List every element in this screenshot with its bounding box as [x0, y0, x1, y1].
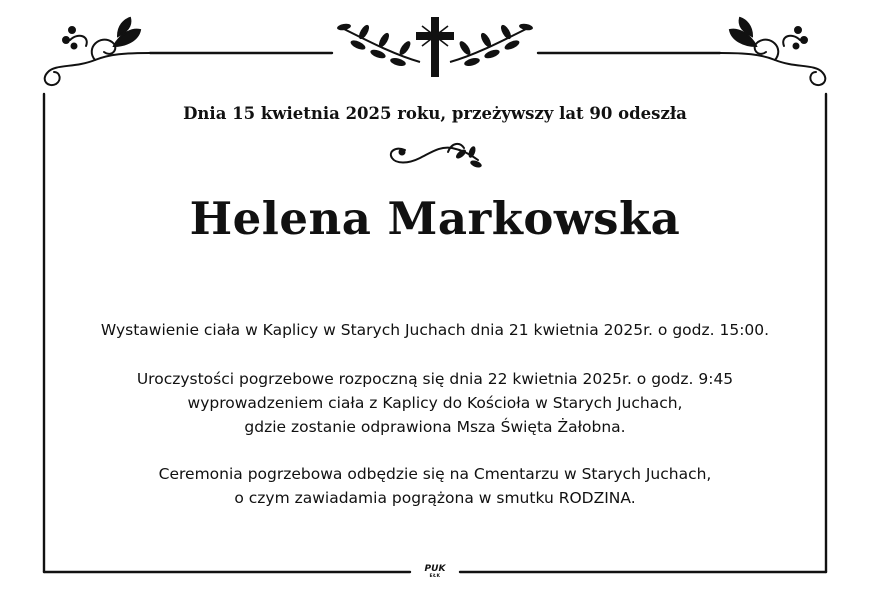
- deceased-name: Helena Markowska: [189, 192, 681, 245]
- text-line: wyprowadzeniem ciała z Kaplicy do Kościoła w Starych Juchach,: [187, 394, 683, 412]
- puk-elk-logo: [415, 564, 455, 579]
- cross-with-olive-branches-icon: [337, 17, 534, 77]
- logo-sub-text: EŁK: [429, 574, 441, 579]
- left-corner-ornament-icon: [45, 18, 150, 85]
- death-notice-headline: Dnia 15 kwietnia 2025 roku, przeżywszy lat 90 odeszła: [183, 104, 687, 123]
- logo-main-text: PUK: [424, 564, 446, 574]
- text-line: Wystawienie ciała w Kaplicy w Starych Juchach dnia 21 kwietnia 2025r. o godz. 15:00.: [100, 321, 770, 339]
- text-line: Uroczystości pogrzebowe rozpoczną się dnia 22 kwietnia 2025r. o godz. 9:45: [136, 370, 734, 388]
- flourish-leaf-divider-icon: [391, 144, 483, 169]
- text-line: Ceremonia pogrzebowa odbędzie się na Cmentarzu w Starych Juchach,: [158, 465, 712, 483]
- right-corner-ornament-icon: [720, 18, 825, 85]
- text-line: gdzie zostanie odprawiona Msza Święta Żałobna.: [244, 418, 626, 436]
- text-line: o czym zawiadamia pogrążona w smutku RODZINA.: [234, 489, 636, 507]
- funeral-mass-paragraph: [0, 367, 870, 439]
- burial-paragraph: [0, 462, 870, 510]
- viewing-paragraph: [0, 318, 870, 342]
